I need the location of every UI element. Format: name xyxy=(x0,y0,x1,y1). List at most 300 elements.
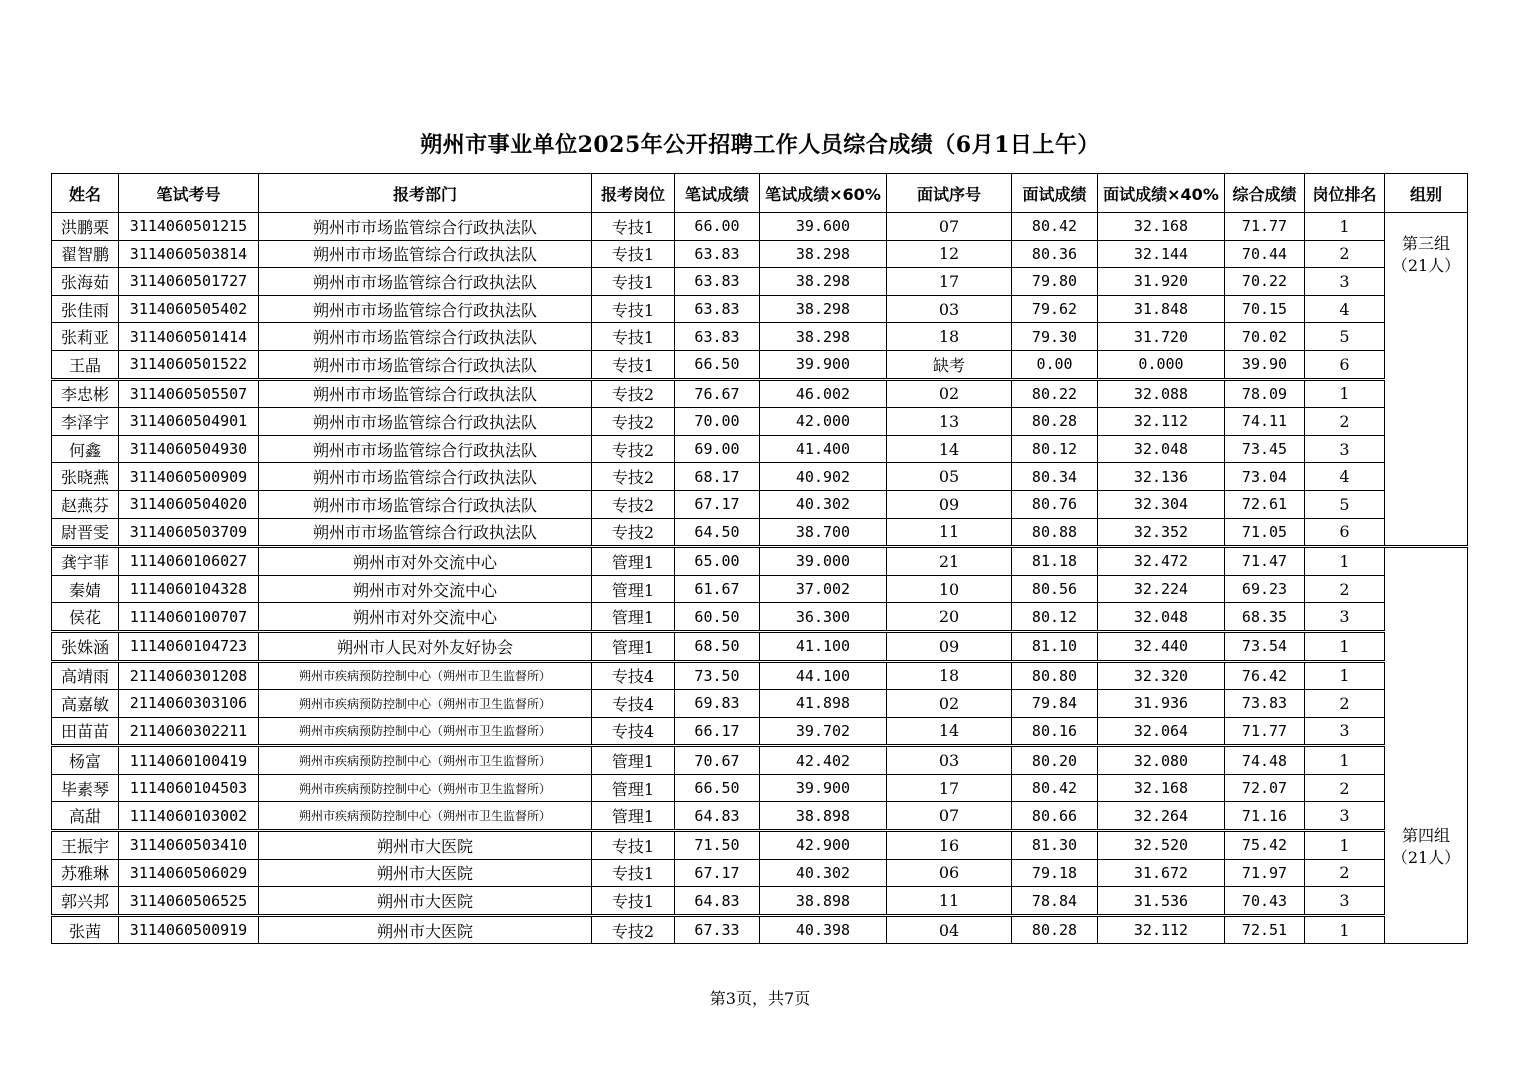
cell-dept: 朔州市大医院 xyxy=(259,915,592,944)
table-row xyxy=(52,774,1468,802)
cell-name: 张海茹 xyxy=(52,268,119,296)
cell-post: 专技1 xyxy=(592,213,675,241)
cell-total: 71.05 xyxy=(1225,518,1305,547)
cell-name: 张莉亚 xyxy=(52,323,119,351)
footer-prefix: 第 xyxy=(709,989,726,1008)
cell-interview-no: 11 xyxy=(887,887,1012,916)
table-row xyxy=(52,240,1468,268)
cell-written60: 39.900 xyxy=(760,774,887,802)
cell-name: 王晶 xyxy=(52,350,119,379)
cell-name: 翟智鹏 xyxy=(52,240,119,268)
cell-interview-no: 03 xyxy=(887,295,1012,323)
cell-total: 70.44 xyxy=(1225,240,1305,268)
group-count: （21人） xyxy=(1391,848,1461,868)
cell-total: 76.42 xyxy=(1225,661,1305,690)
table-body xyxy=(52,213,1468,944)
cell-post: 管理1 xyxy=(592,746,675,775)
cell-written: 67.17 xyxy=(675,490,760,518)
cell-interview-no: 11 xyxy=(887,518,1012,547)
cell-written: 64.50 xyxy=(675,518,760,547)
table-row xyxy=(52,802,1468,831)
cell-interview-no: 04 xyxy=(887,915,1012,944)
cell-name: 洪鹏栗 xyxy=(52,213,119,241)
cell-rank: 1 xyxy=(1305,746,1385,775)
cell-interview-no: 14 xyxy=(887,435,1012,463)
cell-total: 70.43 xyxy=(1225,887,1305,916)
cell-dept: 朔州市市场监管综合行政执法队 xyxy=(259,379,592,408)
cell-post: 专技2 xyxy=(592,518,675,547)
cell-rank: 6 xyxy=(1305,518,1385,547)
cell-written: 70.00 xyxy=(675,408,760,436)
cell-interview: 80.22 xyxy=(1012,379,1098,408)
cell-exam-no: 3114060505402 xyxy=(119,295,259,323)
cell-rank: 5 xyxy=(1305,323,1385,351)
cell-written: 63.83 xyxy=(675,295,760,323)
cell-interview: 80.80 xyxy=(1012,661,1098,690)
cell-total: 71.16 xyxy=(1225,802,1305,831)
page-title: 朔州市事业单位2025年公开招聘工作人员综合成绩（6月1日上午） xyxy=(420,132,1100,158)
cell-post: 专技1 xyxy=(592,240,675,268)
cell-name: 李忠彬 xyxy=(52,379,119,408)
cell-interview-no: 12 xyxy=(887,240,1012,268)
cell-post: 专技1 xyxy=(592,831,675,860)
table-row xyxy=(52,408,1468,436)
cell-total: 72.51 xyxy=(1225,915,1305,944)
cell-written60: 46.002 xyxy=(760,379,887,408)
cell-interview40: 31.672 xyxy=(1098,859,1225,887)
cell-interview: 80.56 xyxy=(1012,575,1098,603)
cell-interview40: 32.352 xyxy=(1098,518,1225,547)
header-group: 组别 xyxy=(1385,174,1468,213)
header-post: 报考岗位 xyxy=(592,174,675,213)
group-cell xyxy=(1385,213,1468,547)
cell-interview: 80.42 xyxy=(1012,774,1098,802)
cell-dept: 朔州市大医院 xyxy=(259,831,592,860)
cell-dept: 朔州市市场监管综合行政执法队 xyxy=(259,213,592,241)
cell-dept: 朔州市市场监管综合行政执法队 xyxy=(259,435,592,463)
cell-post: 专技4 xyxy=(592,717,675,746)
cell-post: 专技1 xyxy=(592,323,675,351)
cell-interview-no: 05 xyxy=(887,463,1012,491)
cell-written: 65.00 xyxy=(675,547,760,576)
cell-total: 70.15 xyxy=(1225,295,1305,323)
page-footer xyxy=(0,986,1520,1009)
cell-rank: 1 xyxy=(1305,661,1385,690)
header-interview: 面试成绩 xyxy=(1012,174,1098,213)
cell-name: 苏雅琳 xyxy=(52,859,119,887)
cell-written: 66.50 xyxy=(675,774,760,802)
cell-interview-no: 17 xyxy=(887,774,1012,802)
cell-rank: 2 xyxy=(1305,859,1385,887)
cell-rank: 2 xyxy=(1305,774,1385,802)
cell-dept: 朔州市市场监管综合行政执法队 xyxy=(259,323,592,351)
header-name: 姓名 xyxy=(52,174,119,213)
header-dept: 报考部门 xyxy=(259,174,592,213)
cell-exam-no: 3114060500909 xyxy=(119,463,259,491)
cell-written: 69.83 xyxy=(675,690,760,718)
cell-exam-no: 3114060504020 xyxy=(119,490,259,518)
cell-post: 管理1 xyxy=(592,575,675,603)
cell-total: 39.90 xyxy=(1225,350,1305,379)
cell-dept: 朔州市市场监管综合行政执法队 xyxy=(259,268,592,296)
cell-rank: 3 xyxy=(1305,887,1385,916)
cell-total: 73.83 xyxy=(1225,690,1305,718)
cell-written: 71.50 xyxy=(675,831,760,860)
cell-exam-no: 2114060302211 xyxy=(119,717,259,746)
cell-exam-no: 3114060503709 xyxy=(119,518,259,547)
cell-exam-no: 3114060506525 xyxy=(119,887,259,916)
table-row xyxy=(52,661,1468,690)
cell-interview40: 32.080 xyxy=(1098,746,1225,775)
cell-rank: 1 xyxy=(1305,631,1385,661)
cell-interview40: 32.264 xyxy=(1098,802,1225,831)
cell-rank: 2 xyxy=(1305,408,1385,436)
cell-written: 70.67 xyxy=(675,746,760,775)
cell-exam-no: 3114060504930 xyxy=(119,435,259,463)
cell-interview: 80.28 xyxy=(1012,915,1098,944)
cell-name: 李泽宇 xyxy=(52,408,119,436)
cell-total: 75.42 xyxy=(1225,831,1305,860)
cell-name: 高嘉敏 xyxy=(52,690,119,718)
cell-total: 73.04 xyxy=(1225,463,1305,491)
cell-interview-no: 03 xyxy=(887,746,1012,775)
cell-dept: 朔州市人民对外友好协会 xyxy=(259,631,592,661)
footer-mid: 页，共 xyxy=(735,989,784,1008)
cell-exam-no: 1114060100419 xyxy=(119,746,259,775)
cell-exam-no: 2114060303106 xyxy=(119,690,259,718)
table-row xyxy=(52,717,1468,746)
cell-interview: 79.62 xyxy=(1012,295,1098,323)
header-interview40: 面试成绩×40% xyxy=(1098,174,1225,213)
table-row xyxy=(52,379,1468,408)
cell-interview40: 32.112 xyxy=(1098,915,1225,944)
cell-interview-no: 18 xyxy=(887,323,1012,351)
cell-written60: 44.100 xyxy=(760,661,887,690)
table-row xyxy=(52,831,1468,860)
cell-rank: 4 xyxy=(1305,295,1385,323)
table-row xyxy=(52,213,1468,241)
cell-interview40: 32.112 xyxy=(1098,408,1225,436)
cell-dept: 朔州市对外交流中心 xyxy=(259,603,592,632)
cell-name: 郭兴邦 xyxy=(52,887,119,916)
cell-interview-no: 缺考 xyxy=(887,350,1012,379)
table-row xyxy=(52,323,1468,351)
cell-interview40: 32.224 xyxy=(1098,575,1225,603)
cell-post: 专技2 xyxy=(592,490,675,518)
cell-name: 何鑫 xyxy=(52,435,119,463)
cell-written60: 38.298 xyxy=(760,268,887,296)
cell-interview40: 32.048 xyxy=(1098,435,1225,463)
cell-interview: 80.12 xyxy=(1012,435,1098,463)
table-row xyxy=(52,435,1468,463)
cell-written60: 39.900 xyxy=(760,350,887,379)
header-written60: 笔试成绩×60% xyxy=(760,174,887,213)
cell-interview: 79.84 xyxy=(1012,690,1098,718)
cell-written: 66.50 xyxy=(675,350,760,379)
cell-interview40: 0.000 xyxy=(1098,350,1225,379)
cell-dept: 朔州市市场监管综合行政执法队 xyxy=(259,490,592,518)
cell-post: 专技1 xyxy=(592,859,675,887)
cell-dept: 朔州市市场监管综合行政执法队 xyxy=(259,295,592,323)
cell-total: 68.35 xyxy=(1225,603,1305,632)
cell-rank: 2 xyxy=(1305,690,1385,718)
cell-interview-no: 09 xyxy=(887,631,1012,661)
table-row xyxy=(52,463,1468,491)
cell-rank: 3 xyxy=(1305,802,1385,831)
cell-name: 张晓燕 xyxy=(52,463,119,491)
cell-exam-no: 1114060104503 xyxy=(119,774,259,802)
cell-post: 专技2 xyxy=(592,435,675,463)
cell-written: 63.83 xyxy=(675,268,760,296)
cell-post: 专技4 xyxy=(592,690,675,718)
cell-interview: 80.34 xyxy=(1012,463,1098,491)
cell-written60: 40.302 xyxy=(760,490,887,518)
cell-rank: 1 xyxy=(1305,547,1385,576)
cell-post: 专技2 xyxy=(592,408,675,436)
cell-interview40: 32.472 xyxy=(1098,547,1225,576)
cell-written60: 41.898 xyxy=(760,690,887,718)
cell-total: 74.48 xyxy=(1225,746,1305,775)
cell-name: 龚宇菲 xyxy=(52,547,119,576)
cell-post: 管理1 xyxy=(592,802,675,831)
cell-interview40: 32.520 xyxy=(1098,831,1225,860)
cell-rank: 1 xyxy=(1305,831,1385,860)
cell-exam-no: 1114060104328 xyxy=(119,575,259,603)
table-row xyxy=(52,631,1468,661)
cell-dept: 朔州市疾病预防控制中心（朔州市卫生监督所） xyxy=(259,717,592,746)
table-row xyxy=(52,915,1468,944)
cell-rank: 1 xyxy=(1305,213,1385,241)
cell-name: 王振宇 xyxy=(52,831,119,860)
cell-dept: 朔州市市场监管综合行政执法队 xyxy=(259,240,592,268)
cell-dept: 朔州市疾病预防控制中心（朔州市卫生监督所） xyxy=(259,802,592,831)
cell-interview: 80.36 xyxy=(1012,240,1098,268)
cell-total: 70.02 xyxy=(1225,323,1305,351)
cell-written60: 40.902 xyxy=(760,463,887,491)
table-row xyxy=(52,603,1468,632)
cell-written: 66.00 xyxy=(675,213,760,241)
cell-interview40: 32.304 xyxy=(1098,490,1225,518)
cell-interview40: 32.048 xyxy=(1098,603,1225,632)
cell-dept: 朔州市疾病预防控制中心（朔州市卫生监督所） xyxy=(259,690,592,718)
cell-interview: 81.30 xyxy=(1012,831,1098,860)
cell-interview: 80.88 xyxy=(1012,518,1098,547)
cell-interview-no: 17 xyxy=(887,268,1012,296)
cell-written60: 41.100 xyxy=(760,631,887,661)
cell-written: 66.17 xyxy=(675,717,760,746)
cell-post: 专技1 xyxy=(592,350,675,379)
cell-rank: 4 xyxy=(1305,463,1385,491)
cell-dept: 朔州市市场监管综合行政执法队 xyxy=(259,350,592,379)
cell-exam-no: 2114060301208 xyxy=(119,661,259,690)
cell-exam-no: 3114060503814 xyxy=(119,240,259,268)
cell-written: 67.17 xyxy=(675,859,760,887)
cell-interview-no: 14 xyxy=(887,717,1012,746)
cell-interview-no: 07 xyxy=(887,213,1012,241)
cell-written: 61.67 xyxy=(675,575,760,603)
cell-total: 78.09 xyxy=(1225,379,1305,408)
cell-interview40: 32.144 xyxy=(1098,240,1225,268)
cell-dept: 朔州市大医院 xyxy=(259,859,592,887)
cell-exam-no: 1114060104723 xyxy=(119,631,259,661)
cell-name: 张佳雨 xyxy=(52,295,119,323)
cell-post: 管理1 xyxy=(592,603,675,632)
header-exam-no: 笔试考号 xyxy=(119,174,259,213)
cell-exam-no: 3114060504901 xyxy=(119,408,259,436)
cell-interview: 80.42 xyxy=(1012,213,1098,241)
cell-name: 张姝涵 xyxy=(52,631,119,661)
cell-written60: 41.400 xyxy=(760,435,887,463)
cell-interview40: 32.168 xyxy=(1098,213,1225,241)
cell-total: 72.07 xyxy=(1225,774,1305,802)
table-row xyxy=(52,295,1468,323)
cell-total: 74.11 xyxy=(1225,408,1305,436)
cell-dept: 朔州市疾病预防控制中心（朔州市卫生监督所） xyxy=(259,774,592,802)
cell-interview40: 32.064 xyxy=(1098,717,1225,746)
cell-interview: 81.18 xyxy=(1012,547,1098,576)
cell-interview: 79.30 xyxy=(1012,323,1098,351)
footer-page: 3 xyxy=(725,989,736,1008)
cell-written60: 39.000 xyxy=(760,547,887,576)
cell-interview: 80.76 xyxy=(1012,490,1098,518)
cell-exam-no: 3114060501727 xyxy=(119,268,259,296)
cell-interview40: 31.848 xyxy=(1098,295,1225,323)
cell-post: 专技4 xyxy=(592,661,675,690)
cell-written: 60.50 xyxy=(675,603,760,632)
cell-name: 田苗苗 xyxy=(52,717,119,746)
score-table xyxy=(51,173,1468,944)
cell-total: 71.97 xyxy=(1225,859,1305,887)
cell-written: 67.33 xyxy=(675,915,760,944)
cell-written60: 42.900 xyxy=(760,831,887,860)
cell-rank: 1 xyxy=(1305,379,1385,408)
cell-written: 68.17 xyxy=(675,463,760,491)
table-row xyxy=(52,490,1468,518)
cell-interview40: 32.440 xyxy=(1098,631,1225,661)
cell-rank: 1 xyxy=(1305,915,1385,944)
cell-total: 69.23 xyxy=(1225,575,1305,603)
cell-post: 专技2 xyxy=(592,463,675,491)
cell-written60: 39.600 xyxy=(760,213,887,241)
cell-dept: 朔州市对外交流中心 xyxy=(259,575,592,603)
group-label: 第三组 xyxy=(1401,234,1450,253)
table-header-row xyxy=(52,174,1468,213)
cell-exam-no: 3114060505507 xyxy=(119,379,259,408)
cell-written60: 39.702 xyxy=(760,717,887,746)
cell-interview-no: 21 xyxy=(887,547,1012,576)
cell-written: 64.83 xyxy=(675,802,760,831)
cell-interview: 81.10 xyxy=(1012,631,1098,661)
footer-total: 7 xyxy=(784,989,795,1008)
cell-written60: 38.898 xyxy=(760,802,887,831)
cell-name: 高甜 xyxy=(52,802,119,831)
cell-interview: 80.28 xyxy=(1012,408,1098,436)
table-row xyxy=(52,859,1468,887)
table-row xyxy=(52,518,1468,547)
cell-total: 71.47 xyxy=(1225,547,1305,576)
cell-exam-no: 3114060501414 xyxy=(119,323,259,351)
cell-total: 70.22 xyxy=(1225,268,1305,296)
cell-written: 68.50 xyxy=(675,631,760,661)
cell-interview-no: 13 xyxy=(887,408,1012,436)
cell-name: 赵燕芬 xyxy=(52,490,119,518)
cell-interview: 0.00 xyxy=(1012,350,1098,379)
table-row xyxy=(52,746,1468,775)
table-row xyxy=(52,547,1468,576)
cell-dept: 朔州市疾病预防控制中心（朔州市卫生监督所） xyxy=(259,661,592,690)
cell-written60: 36.300 xyxy=(760,603,887,632)
group-count: （21人） xyxy=(1391,256,1461,275)
table-row xyxy=(52,268,1468,296)
cell-interview-no: 06 xyxy=(887,859,1012,887)
table-row xyxy=(52,575,1468,603)
cell-total: 73.54 xyxy=(1225,631,1305,661)
footer-suffix: 页 xyxy=(794,989,811,1008)
cell-name: 张茜 xyxy=(52,915,119,944)
cell-name: 高靖雨 xyxy=(52,661,119,690)
table-row xyxy=(52,350,1468,379)
table-row xyxy=(52,690,1468,718)
cell-interview: 80.16 xyxy=(1012,717,1098,746)
cell-interview40: 31.536 xyxy=(1098,887,1225,916)
cell-name: 毕素琴 xyxy=(52,774,119,802)
cell-interview40: 32.320 xyxy=(1098,661,1225,690)
cell-interview-no: 10 xyxy=(887,575,1012,603)
group-cell xyxy=(1385,547,1468,944)
cell-written60: 42.000 xyxy=(760,408,887,436)
cell-interview40: 32.088 xyxy=(1098,379,1225,408)
group-label: 第四组 xyxy=(1401,826,1450,846)
cell-exam-no: 1114060103002 xyxy=(119,802,259,831)
cell-total: 73.45 xyxy=(1225,435,1305,463)
cell-interview-no: 07 xyxy=(887,802,1012,831)
cell-exam-no: 3114060500919 xyxy=(119,915,259,944)
cell-dept: 朔州市大医院 xyxy=(259,887,592,916)
header-interview-no: 面试序号 xyxy=(887,174,1012,213)
cell-rank: 6 xyxy=(1305,350,1385,379)
cell-written: 63.83 xyxy=(675,240,760,268)
cell-dept: 朔州市疾病预防控制中心（朔州市卫生监督所） xyxy=(259,746,592,775)
cell-post: 管理1 xyxy=(592,631,675,661)
cell-name: 侯花 xyxy=(52,603,119,632)
cell-written: 64.83 xyxy=(675,887,760,916)
cell-rank: 2 xyxy=(1305,240,1385,268)
cell-written60: 38.298 xyxy=(760,295,887,323)
cell-exam-no: 1114060106027 xyxy=(119,547,259,576)
cell-post: 专技1 xyxy=(592,887,675,916)
cell-interview-no: 20 xyxy=(887,603,1012,632)
cell-exam-no: 3114060501215 xyxy=(119,213,259,241)
cell-exam-no: 3114060503410 xyxy=(119,831,259,860)
cell-written: 63.83 xyxy=(675,323,760,351)
cell-name: 杨富 xyxy=(52,746,119,775)
cell-interview: 80.12 xyxy=(1012,603,1098,632)
cell-dept: 朔州市市场监管综合行政执法队 xyxy=(259,518,592,547)
cell-written: 69.00 xyxy=(675,435,760,463)
cell-written60: 40.302 xyxy=(760,859,887,887)
cell-interview40: 31.936 xyxy=(1098,690,1225,718)
cell-written: 73.50 xyxy=(675,661,760,690)
cell-exam-no: 1114060100707 xyxy=(119,603,259,632)
cell-post: 专技1 xyxy=(592,268,675,296)
cell-interview40: 31.720 xyxy=(1098,323,1225,351)
cell-rank: 5 xyxy=(1305,490,1385,518)
cell-post: 管理1 xyxy=(592,774,675,802)
cell-total: 72.61 xyxy=(1225,490,1305,518)
cell-post: 专技1 xyxy=(592,295,675,323)
cell-total: 71.77 xyxy=(1225,213,1305,241)
cell-dept: 朔州市市场监管综合行政执法队 xyxy=(259,408,592,436)
